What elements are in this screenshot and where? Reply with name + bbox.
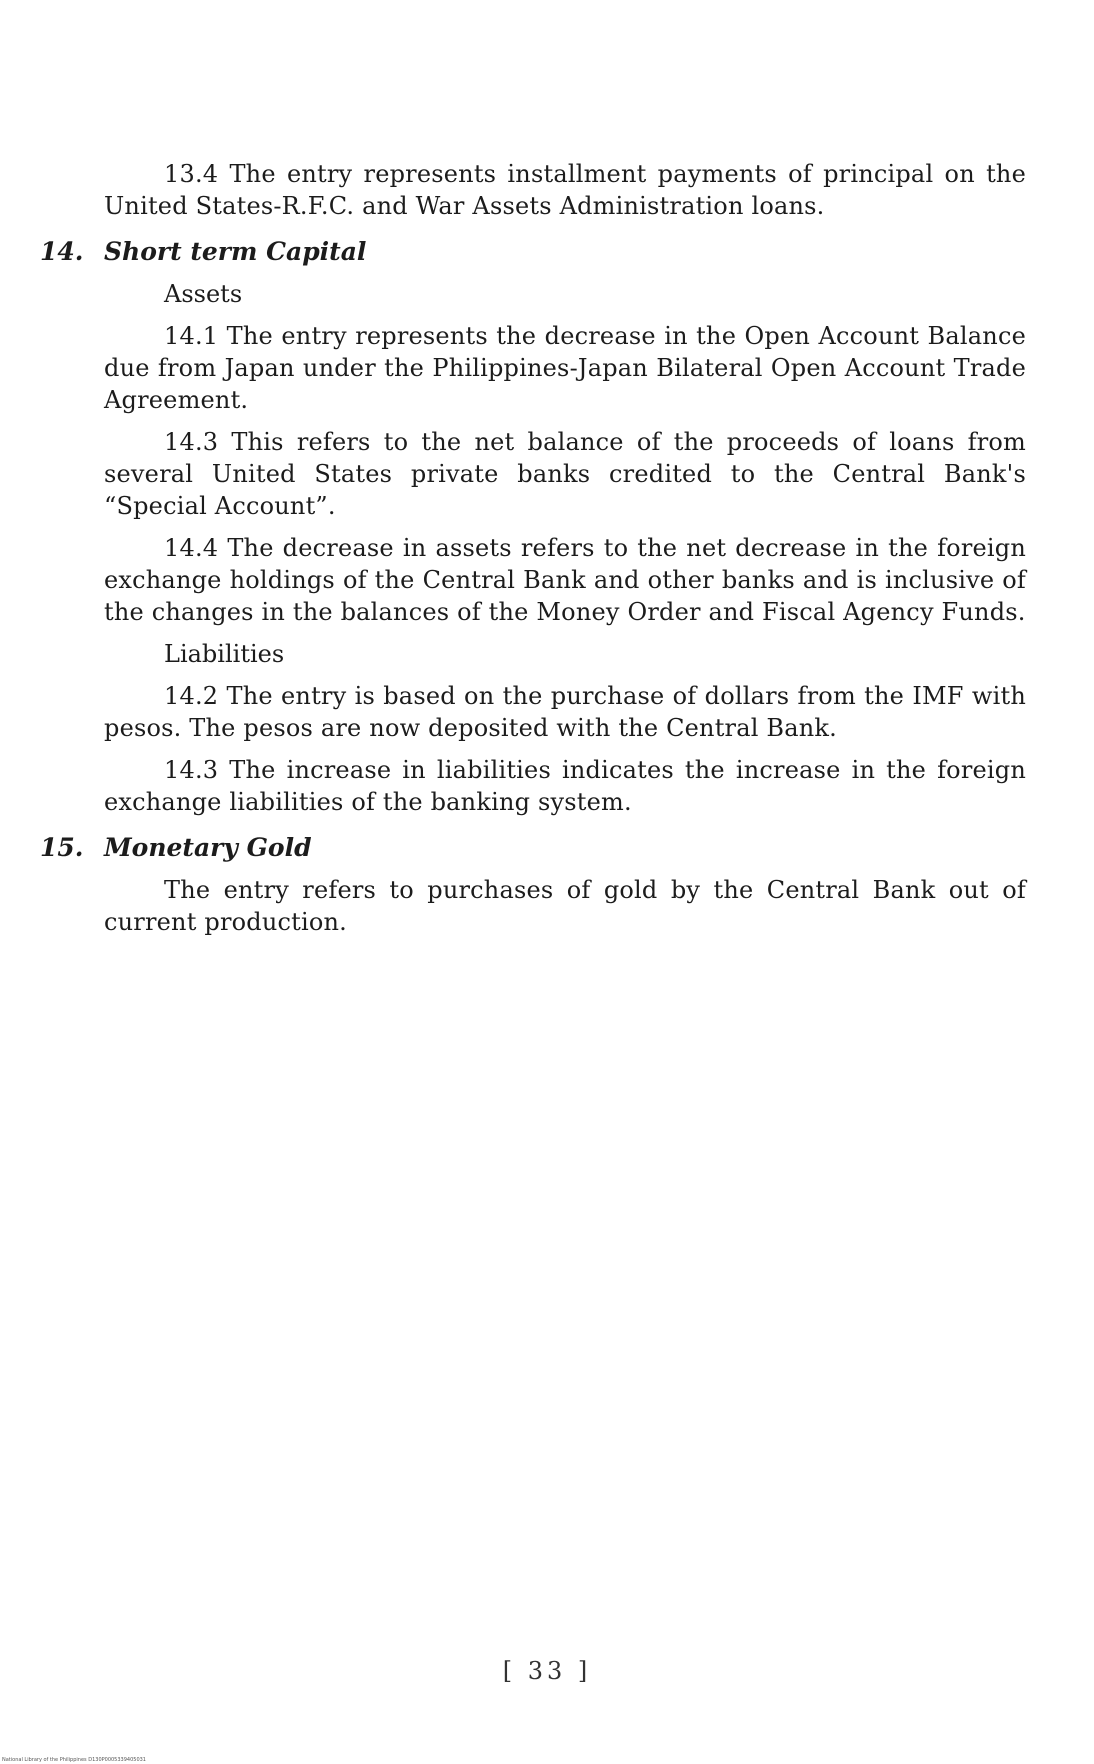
paragraph-14-3-liabilities: 14.3 The increase in liabilities indicates the increase in the foreign exchange liabilities of the banking system.: [104, 756, 1026, 816]
document-body: [40, 158, 1026, 938]
paragraph-14-2: 14.2 The entry is based on the purchase of dollars from the IMF with pesos. The pesos are now deposited with the Central Bank.: [104, 682, 1026, 742]
section-heading-15: [40, 832, 1026, 864]
page-number: [ 33 ]: [502, 1657, 592, 1685]
footer-note: National Library of the Philippines D130P0005339405031: [2, 1757, 146, 1763]
section-heading-14: [40, 236, 1026, 268]
section-number-14: 14.: [40, 237, 84, 266]
section-title-15: Monetary Gold: [104, 833, 312, 862]
section-number-15: 15.: [40, 833, 84, 862]
liabilities-subheading: Liabilities: [164, 640, 285, 668]
assets-subheading: Assets: [164, 280, 243, 308]
paragraph-14-4: 14.4 The decrease in assets refers to the net decrease in the foreign exchange holdings of the Central Bank and other banks and is inclusive of the changes in the balances of the Money Order and Fiscal Agency Funds.: [104, 534, 1026, 626]
paragraph-15: The entry refers to purchases of gold by the Central Bank out of current production.: [104, 876, 1026, 936]
paragraph-13-4: 13.4 The entry represents installment payments of principal on the United States-R.F.C. and War Assets Administration loans.: [104, 160, 1026, 220]
section-title-14: Short term Capital: [104, 237, 367, 266]
paragraph-14-3-assets: 14.3 This refers to the net balance of the proceeds of loans from several United States private banks credited to the Central Bank's “Special Account”.: [104, 428, 1026, 520]
paragraph-14-1: 14.1 The entry represents the decrease in the Open Account Balance due from Japan under the Philippines-Japan Bilateral Open Account Trade Agreement.: [104, 322, 1026, 414]
